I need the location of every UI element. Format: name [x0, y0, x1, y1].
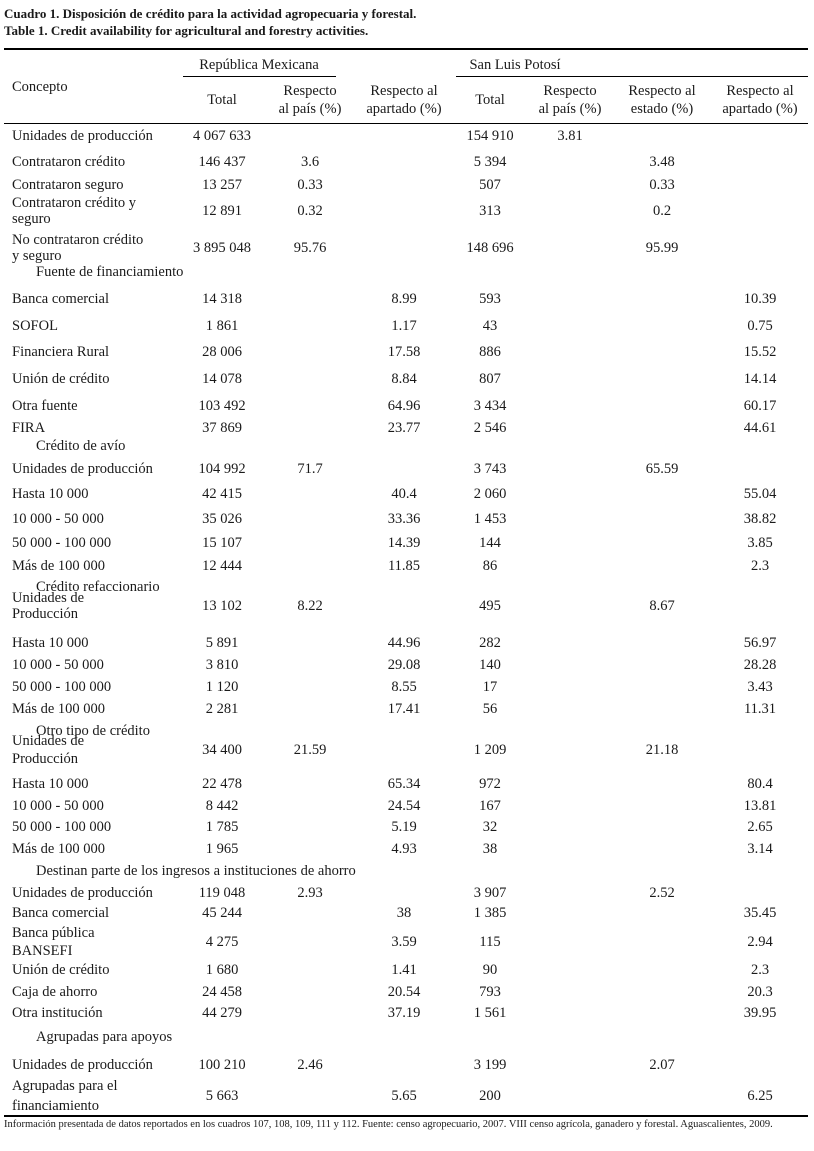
- cell-col-0: 1 680: [205, 962, 239, 978]
- cell-col-0: 5 891: [205, 635, 239, 651]
- cell-col-6: 0.75: [747, 318, 773, 334]
- cell-col-2: 8.84: [391, 371, 417, 387]
- header-group-slp: San Luis Potosí: [469, 57, 561, 73]
- cell-col-6: 11.31: [743, 701, 777, 717]
- header-group-mex: República Mexicana: [199, 57, 319, 73]
- cell-col-6: 55.04: [743, 486, 777, 502]
- footnote: Información presentada de datos reportados en los cuadros 107, 108, 109, 111 y 112. Fuente: censo agropecuario, 2007. VIII censo agrícola, ganadero y forestal. Aguascalientes, 2009.: [4, 1119, 773, 1130]
- cell-col-3: 593: [479, 291, 501, 307]
- row-label: 10 000 - 50 000: [12, 657, 104, 673]
- cell-col-0: 1 785: [205, 819, 239, 835]
- cell-col-3: 38: [482, 841, 498, 857]
- row-label: Hasta 10 000: [12, 635, 89, 651]
- cell-col-3: 144: [479, 535, 501, 551]
- cell-col-3: 115: [479, 934, 501, 950]
- cell-col-0: 104 992: [198, 461, 246, 477]
- cell-col-0: 14 318: [202, 291, 242, 307]
- cell-col-3: 495: [479, 598, 501, 614]
- row-label: SOFOL: [12, 318, 58, 334]
- cell-col-5: 21.18: [645, 742, 679, 758]
- cell-col-0: 12 444: [202, 558, 242, 574]
- cell-col-5: 8.67: [649, 598, 675, 614]
- cell-col-0: 1 120: [205, 679, 239, 695]
- cell-col-0: 35 026: [202, 511, 242, 527]
- cell-col-0: 45 244: [202, 905, 242, 921]
- cell-col-0: 119 048: [198, 885, 246, 901]
- cell-col-6: 80.4: [747, 776, 773, 792]
- cell-col-5: 2.52: [649, 885, 675, 901]
- cell-col-6: 3.14: [747, 841, 773, 857]
- section-title: Crédito de avío: [36, 438, 126, 454]
- cell-col-0: 14 078: [202, 371, 242, 387]
- header-col-6-line-1: apartado (%): [722, 101, 798, 117]
- row-label: Más de 100 000: [12, 841, 106, 857]
- cell-col-3: 3 434: [473, 398, 507, 414]
- header-col-3-line-0: Total: [475, 92, 505, 108]
- row-label: y seguro: [12, 248, 62, 264]
- cell-col-1: 8.22: [297, 598, 323, 614]
- row-label: Banca comercial: [12, 291, 110, 307]
- cell-col-6: 3.43: [747, 679, 773, 695]
- cell-col-3: 200: [479, 1088, 501, 1104]
- row-label: Caja de ahorro: [12, 984, 98, 1000]
- cell-col-2: 4.93: [391, 841, 417, 857]
- row-label: Producción: [12, 606, 79, 622]
- row-label: 50 000 - 100 000: [12, 819, 112, 835]
- row-label: Unión de crédito: [12, 371, 110, 387]
- cell-col-0: 100 210: [198, 1057, 246, 1073]
- cell-col-6: 10.39: [743, 291, 777, 307]
- cell-col-3: 167: [479, 798, 501, 814]
- cell-col-2: 17.41: [387, 701, 421, 717]
- header-col-5-line-0: Respecto al: [628, 83, 696, 99]
- cell-col-6: 28.28: [743, 657, 777, 673]
- cell-col-6: 20.3: [747, 984, 773, 1000]
- cell-col-3: 282: [479, 635, 501, 651]
- cell-col-0: 12 891: [202, 203, 242, 219]
- cell-col-2: 8.55: [391, 679, 417, 695]
- cell-col-2: 65.34: [387, 776, 421, 792]
- row-label: 50 000 - 100 000: [12, 679, 112, 695]
- row-label: Otra fuente: [12, 398, 78, 414]
- cell-col-2: 8.99: [391, 291, 417, 307]
- cell-col-0: 37 869: [202, 420, 242, 436]
- row-label: Más de 100 000: [12, 558, 106, 574]
- cell-col-5: 3.48: [649, 154, 675, 170]
- cell-col-1: 0.32: [297, 203, 323, 219]
- cell-col-5: 2.07: [649, 1057, 675, 1073]
- cell-col-0: 13 102: [202, 598, 242, 614]
- group-rule-slp: [456, 76, 808, 77]
- cell-col-3: 56: [482, 701, 498, 717]
- cell-col-0: 8 442: [205, 798, 239, 814]
- row-label: Unidades de producción: [12, 461, 153, 477]
- cell-col-3: 5 394: [473, 154, 507, 170]
- cell-col-6: 3.85: [747, 535, 773, 551]
- header-col-4-line-1: al país (%): [538, 101, 602, 117]
- cell-col-2: 20.54: [387, 984, 421, 1000]
- group-rule-mex: [183, 76, 336, 77]
- cell-col-3: 507: [479, 177, 501, 193]
- cell-col-0: 2 281: [205, 701, 239, 717]
- cell-col-0: 22 478: [202, 776, 242, 792]
- cell-col-0: 34 400: [202, 742, 242, 758]
- cell-col-3: 154 910: [466, 128, 514, 144]
- row-label: Unidades de producción: [12, 885, 153, 901]
- cell-col-1: 21.59: [293, 742, 327, 758]
- row-label: Hasta 10 000: [12, 776, 89, 792]
- cell-col-2: 37.19: [387, 1005, 421, 1021]
- cell-col-2: 40.4: [391, 486, 417, 502]
- cell-col-4: 3.81: [557, 128, 583, 144]
- cell-col-0: 15 107: [202, 535, 242, 551]
- cell-col-6: 56.97: [743, 635, 777, 651]
- cell-col-0: 4 067 633: [193, 128, 251, 144]
- cell-col-5: 0.2: [652, 203, 672, 219]
- row-label: No contrataron crédito: [12, 232, 144, 248]
- cell-col-6: 2.94: [747, 934, 773, 950]
- cell-col-0: 1 861: [205, 318, 239, 334]
- cell-col-2: 5.65: [391, 1088, 417, 1104]
- row-label: Producción: [12, 751, 79, 767]
- cell-col-0: 13 257: [202, 177, 242, 193]
- row-label: BANSEFI: [12, 943, 73, 959]
- cell-col-2: 1.17: [391, 318, 417, 334]
- cell-col-3: 90: [482, 962, 498, 978]
- cell-col-0: 42 415: [202, 486, 242, 502]
- cell-col-1: 2.46: [297, 1057, 323, 1073]
- header-col-4-line-0: Respecto: [543, 83, 597, 99]
- cell-col-0: 24 458: [202, 984, 242, 1000]
- cell-col-2: 14.39: [387, 535, 421, 551]
- section-title: Destinan parte de los ingresos a instituciones de ahorro: [36, 863, 356, 879]
- cell-col-3: 2 060: [473, 486, 507, 502]
- cell-col-2: 29.08: [387, 657, 421, 673]
- top-rule: [4, 48, 808, 50]
- cell-col-3: 86: [482, 558, 498, 574]
- row-label: Unidades de producción: [12, 1057, 153, 1073]
- row-label: Agrupadas para el: [12, 1078, 118, 1094]
- cell-col-3: 32: [482, 819, 498, 835]
- cell-col-6: 60.17: [743, 398, 777, 414]
- cell-col-2: 33.36: [387, 511, 421, 527]
- cell-col-2: 44.96: [387, 635, 421, 651]
- row-label: Unidades de producción: [12, 128, 153, 144]
- bottom-rule: [4, 1115, 808, 1117]
- cell-col-6: 13.81: [743, 798, 777, 814]
- row-label: Más de 100 000: [12, 701, 106, 717]
- cell-col-6: 44.61: [743, 420, 777, 436]
- cell-col-1: 71.7: [297, 461, 323, 477]
- cell-col-3: 886: [479, 344, 501, 360]
- cell-col-2: 3.59: [391, 934, 417, 950]
- cell-col-6: 39.95: [743, 1005, 777, 1021]
- row-label: 10 000 - 50 000: [12, 511, 104, 527]
- cell-col-0: 28 006: [202, 344, 242, 360]
- cell-col-6: 38.82: [743, 511, 777, 527]
- cell-col-0: 103 492: [198, 398, 246, 414]
- cell-col-1: 3.6: [300, 154, 320, 170]
- section-title: Crédito refaccionario: [36, 579, 160, 595]
- cell-col-0: 4 275: [205, 934, 239, 950]
- cell-col-3: 807: [479, 371, 501, 387]
- cell-col-3: 17: [482, 679, 498, 695]
- cell-col-3: 1 385: [473, 905, 507, 921]
- caption-es: Cuadro 1. Disposición de crédito para la actividad agropecuaria y forestal.: [4, 6, 417, 21]
- cell-col-3: 140: [479, 657, 501, 673]
- cell-col-2: 11.85: [387, 558, 421, 574]
- row-label: seguro: [12, 211, 51, 227]
- cell-col-6: 35.45: [743, 905, 777, 921]
- cell-col-3: 3 743: [473, 461, 507, 477]
- cell-col-3: 2 546: [473, 420, 507, 436]
- header-col-1-line-0: Respecto: [283, 83, 337, 99]
- cell-col-0: 146 437: [198, 154, 246, 170]
- cell-col-3: 3 199: [473, 1057, 507, 1073]
- row-label: Contrataron crédito: [12, 154, 126, 170]
- cell-col-0: 5 663: [205, 1088, 239, 1104]
- caption-en: Table 1. Credit availability for agricultural and forestry activities.: [4, 23, 369, 38]
- header-concepto: Concepto: [12, 79, 68, 95]
- cell-col-6: 15.52: [743, 344, 777, 360]
- cell-col-2: 64.96: [387, 398, 421, 414]
- row-label: 50 000 - 100 000: [12, 535, 112, 551]
- header-col-6-line-0: Respecto al: [726, 83, 794, 99]
- cell-col-1: 95.76: [293, 240, 327, 256]
- cell-col-3: 1 561: [473, 1005, 507, 1021]
- cell-col-2: 17.58: [387, 344, 421, 360]
- row-label: Contrataron seguro: [12, 177, 124, 193]
- cell-col-1: 2.93: [297, 885, 323, 901]
- row-label: Otra institución: [12, 1005, 103, 1021]
- row-label: 10 000 - 50 000: [12, 798, 104, 814]
- row-label: Hasta 10 000: [12, 486, 89, 502]
- cell-col-2: 24.54: [387, 798, 421, 814]
- row-label: Financiera Rural: [12, 344, 110, 360]
- section-title: Agrupadas para apoyos: [36, 1029, 173, 1045]
- header-col-0-line-0: Total: [207, 92, 237, 108]
- row-label: Banca pública: [12, 925, 95, 941]
- cell-col-5: 65.59: [645, 461, 679, 477]
- header-col-1-line-1: al país (%): [278, 101, 342, 117]
- row-label: FIRA: [12, 420, 46, 436]
- header-col-2-line-0: Respecto al: [370, 83, 438, 99]
- section-title: Fuente de financiamiento: [36, 264, 184, 280]
- row-label: Unidades de: [12, 733, 85, 749]
- cell-col-3: 1 453: [473, 511, 507, 527]
- cell-col-2: 38: [396, 905, 412, 921]
- cell-col-3: 793: [479, 984, 501, 1000]
- cell-col-6: 6.25: [747, 1088, 773, 1104]
- cell-col-3: 43: [482, 318, 498, 334]
- header-col-2-line-1: apartado (%): [366, 101, 442, 117]
- header-col-5-line-1: estado (%): [630, 101, 694, 117]
- cell-col-0: 3 895 048: [193, 240, 251, 256]
- cell-col-2: 1.41: [391, 962, 417, 978]
- cell-col-5: 0.33: [649, 177, 675, 193]
- row-label: financiamiento: [12, 1098, 99, 1114]
- row-label: Contrataron crédito y: [12, 195, 137, 211]
- cell-col-6: 14.14: [743, 371, 777, 387]
- cell-col-0: 1 965: [205, 841, 239, 857]
- cell-col-3: 972: [479, 776, 501, 792]
- cell-col-6: 2.3: [750, 558, 770, 574]
- row-label: Banca comercial: [12, 905, 110, 921]
- section-title: Otro tipo de crédito: [36, 723, 150, 739]
- cell-col-3: 148 696: [466, 240, 514, 256]
- cell-col-6: 2.3: [750, 962, 770, 978]
- row-label: Unidades de: [12, 590, 85, 606]
- cell-col-3: 313: [479, 203, 501, 219]
- cell-col-1: 0.33: [297, 177, 323, 193]
- header-rule: [4, 123, 808, 124]
- cell-col-5: 95.99: [645, 240, 679, 256]
- cell-col-0: 3 810: [205, 657, 239, 673]
- cell-col-6: 2.65: [747, 819, 773, 835]
- cell-col-2: 5.19: [391, 819, 417, 835]
- row-label: Unión de crédito: [12, 962, 110, 978]
- cell-col-3: 3 907: [473, 885, 507, 901]
- cell-col-0: 44 279: [202, 1005, 242, 1021]
- cell-col-2: 23.77: [387, 420, 421, 436]
- cell-col-3: 1 209: [473, 742, 507, 758]
